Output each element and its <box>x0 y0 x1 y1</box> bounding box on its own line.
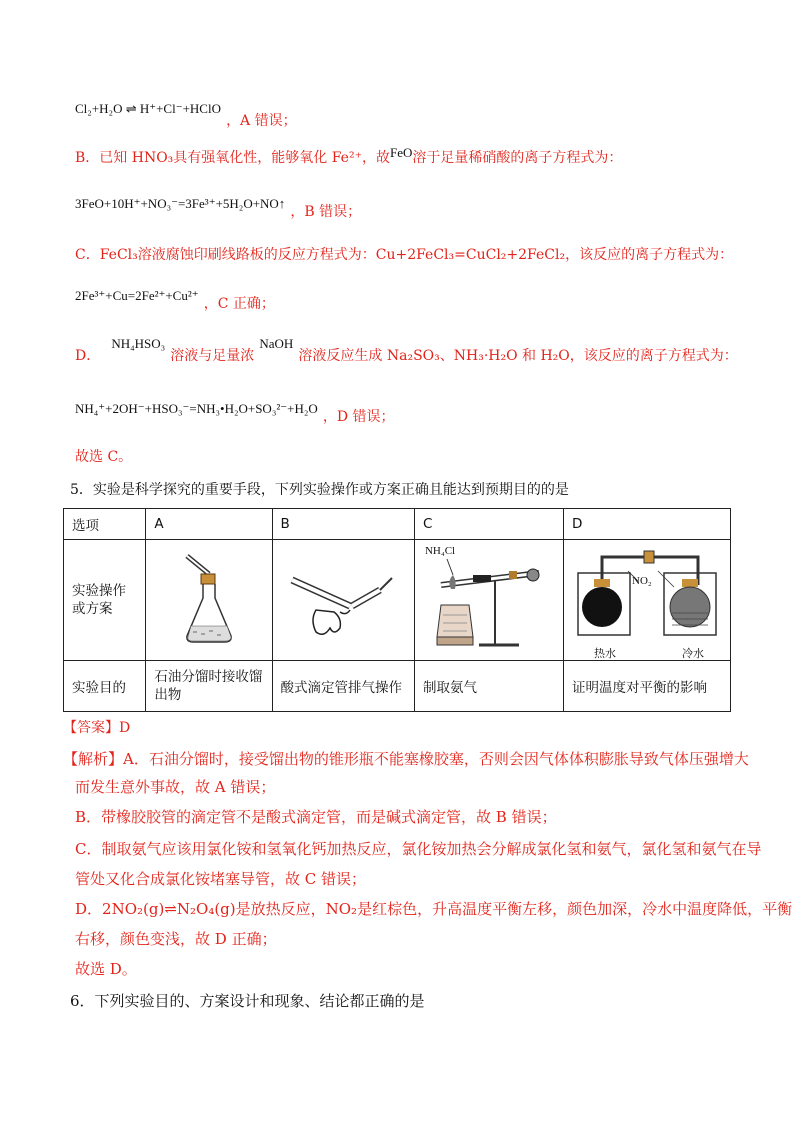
table-apparatus-row <box>64 540 731 661</box>
goal-d: 证明温度对平衡的影响 <box>564 661 731 712</box>
reagent-label: NH₄Cl <box>424 545 456 557</box>
equation-a: Cl₂+H₂O ⇌ H⁺+Cl⁻+HClO <box>75 101 221 116</box>
row-label: 实验目的 <box>64 661 146 712</box>
ammonia-preparation-apparatus-icon <box>429 545 549 655</box>
no2-equilibrium-apparatus-icon <box>572 545 722 655</box>
equation-c: 2Fe³⁺+Cu=2Fe²⁺+Cu²⁺ <box>75 288 199 303</box>
equation-d: NH₄⁺+2OH⁻+HSO₃⁻=NH₃•H₂O+SO₃²⁻+H₂O <box>75 401 318 416</box>
choose-d: 故选 D。 <box>75 960 137 978</box>
gas-label: NO₂ <box>632 575 652 587</box>
verdict-b: ，B 错误； <box>290 204 362 220</box>
analysis-d-line1: D．2NO₂(g)⇌N₂O₄(g)是放热反应，NO₂是红棕色，升高温度平衡左移，颜色加深，冷水中温度降低，平衡 <box>75 900 793 918</box>
verdict-d: ，D 错误； <box>322 409 395 425</box>
header-cell: D <box>564 509 731 540</box>
conical-flask-with-stopper-icon <box>169 550 249 650</box>
header-cell: B <box>272 509 414 540</box>
verdict-c: ，C 正确； <box>203 296 275 312</box>
choose-c: 故选 C。 <box>75 449 133 465</box>
option-c-text: C．FeCl₃溶液腐蚀印刷线路板的反应方程式为：Cu+2FeCl₃=CuCl₂+2FeCl₂，该反应的离子方程式为： <box>75 247 734 263</box>
option-d-equation <box>75 398 395 425</box>
apparatus-c <box>414 540 563 661</box>
option-b-equation <box>75 193 362 220</box>
option-c-equation <box>75 285 275 312</box>
formula-naoh: NaOH <box>259 336 294 351</box>
apparatus-d <box>564 540 731 661</box>
analysis-d-line2: 右移，颜色变浅，故 D 正确； <box>75 930 277 948</box>
equation-b: 3FeO+10H⁺+NO₃⁻=3Fe³⁺+5H₂O+NO↑ <box>75 196 286 211</box>
option-a-conclusion <box>75 98 297 129</box>
goal-c: 制取氨气 <box>414 661 563 712</box>
analysis-c-line2: 管处又化合成氯化铵堵塞导管，故 C 错误； <box>75 870 367 888</box>
analysis-a-line1: 【解析】A．石油分馏时，接受馏出物的锥形瓶不能塞橡胶塞，否则会因气体体积膨胀导致气体压强增大 <box>63 750 749 768</box>
analysis-b: B．带橡胶胶管的滴定管不是酸式滴定管，而是碱式滴定管，故 B 错误； <box>75 808 557 826</box>
burette-exhaust-icon <box>288 550 398 650</box>
option-d-text: D． NH₄HSO₃ 溶液与足量浓 NaOH 溶液反应生成 Na₂SO₃、NH₃·H₂O 和 H₂O，该反应的离子方程式为： <box>75 336 738 364</box>
goal-a: 石油分馏时接收馏出物 <box>146 661 272 712</box>
question-6-stem: 6．下列实验目的、方案设计和现象、结论都正确的是 <box>70 992 425 1010</box>
apparatus-b <box>272 540 414 661</box>
apparatus-a <box>146 540 272 661</box>
analysis-c-line1: C．制取氨气应该用氯化铵和氢氧化钙加热反应，氯化铵加热会分解成氯化氢和氨气，氯化氢和氨气在导 <box>75 840 762 858</box>
header-cell: 选项 <box>64 509 146 540</box>
table-header-row <box>64 509 731 540</box>
answer: 【答案】D <box>63 720 131 736</box>
goal-b: 酸式滴定管排气操作 <box>272 661 414 712</box>
table-goal-row <box>64 661 731 712</box>
inline-feo: FeO <box>389 145 413 160</box>
row-label: 实验操作或方案 <box>64 540 146 661</box>
header-cell: A <box>146 509 272 540</box>
question-5-stem: 5．实验是科学探究的重要手段，下列实验操作或方案正确且能达到预期目的的是 <box>70 482 569 498</box>
hot-water-label: 热水 <box>594 647 616 660</box>
question-5-table <box>63 508 731 712</box>
cold-water-label: 冷水 <box>682 647 704 660</box>
analysis-a-line2: 而发生意外事故，故 A 错误； <box>75 778 276 796</box>
verdict-a: ，A 错误； <box>226 113 297 129</box>
header-cell: C <box>414 509 563 540</box>
formula-nh4hso3: NH₄HSO₃ <box>111 336 166 351</box>
option-b-text: B．已知 HNO₃具有强氧化性，能够氧化 Fe²⁺，故FeO溶于足量稀硝酸的离子方程式为： <box>75 145 623 166</box>
